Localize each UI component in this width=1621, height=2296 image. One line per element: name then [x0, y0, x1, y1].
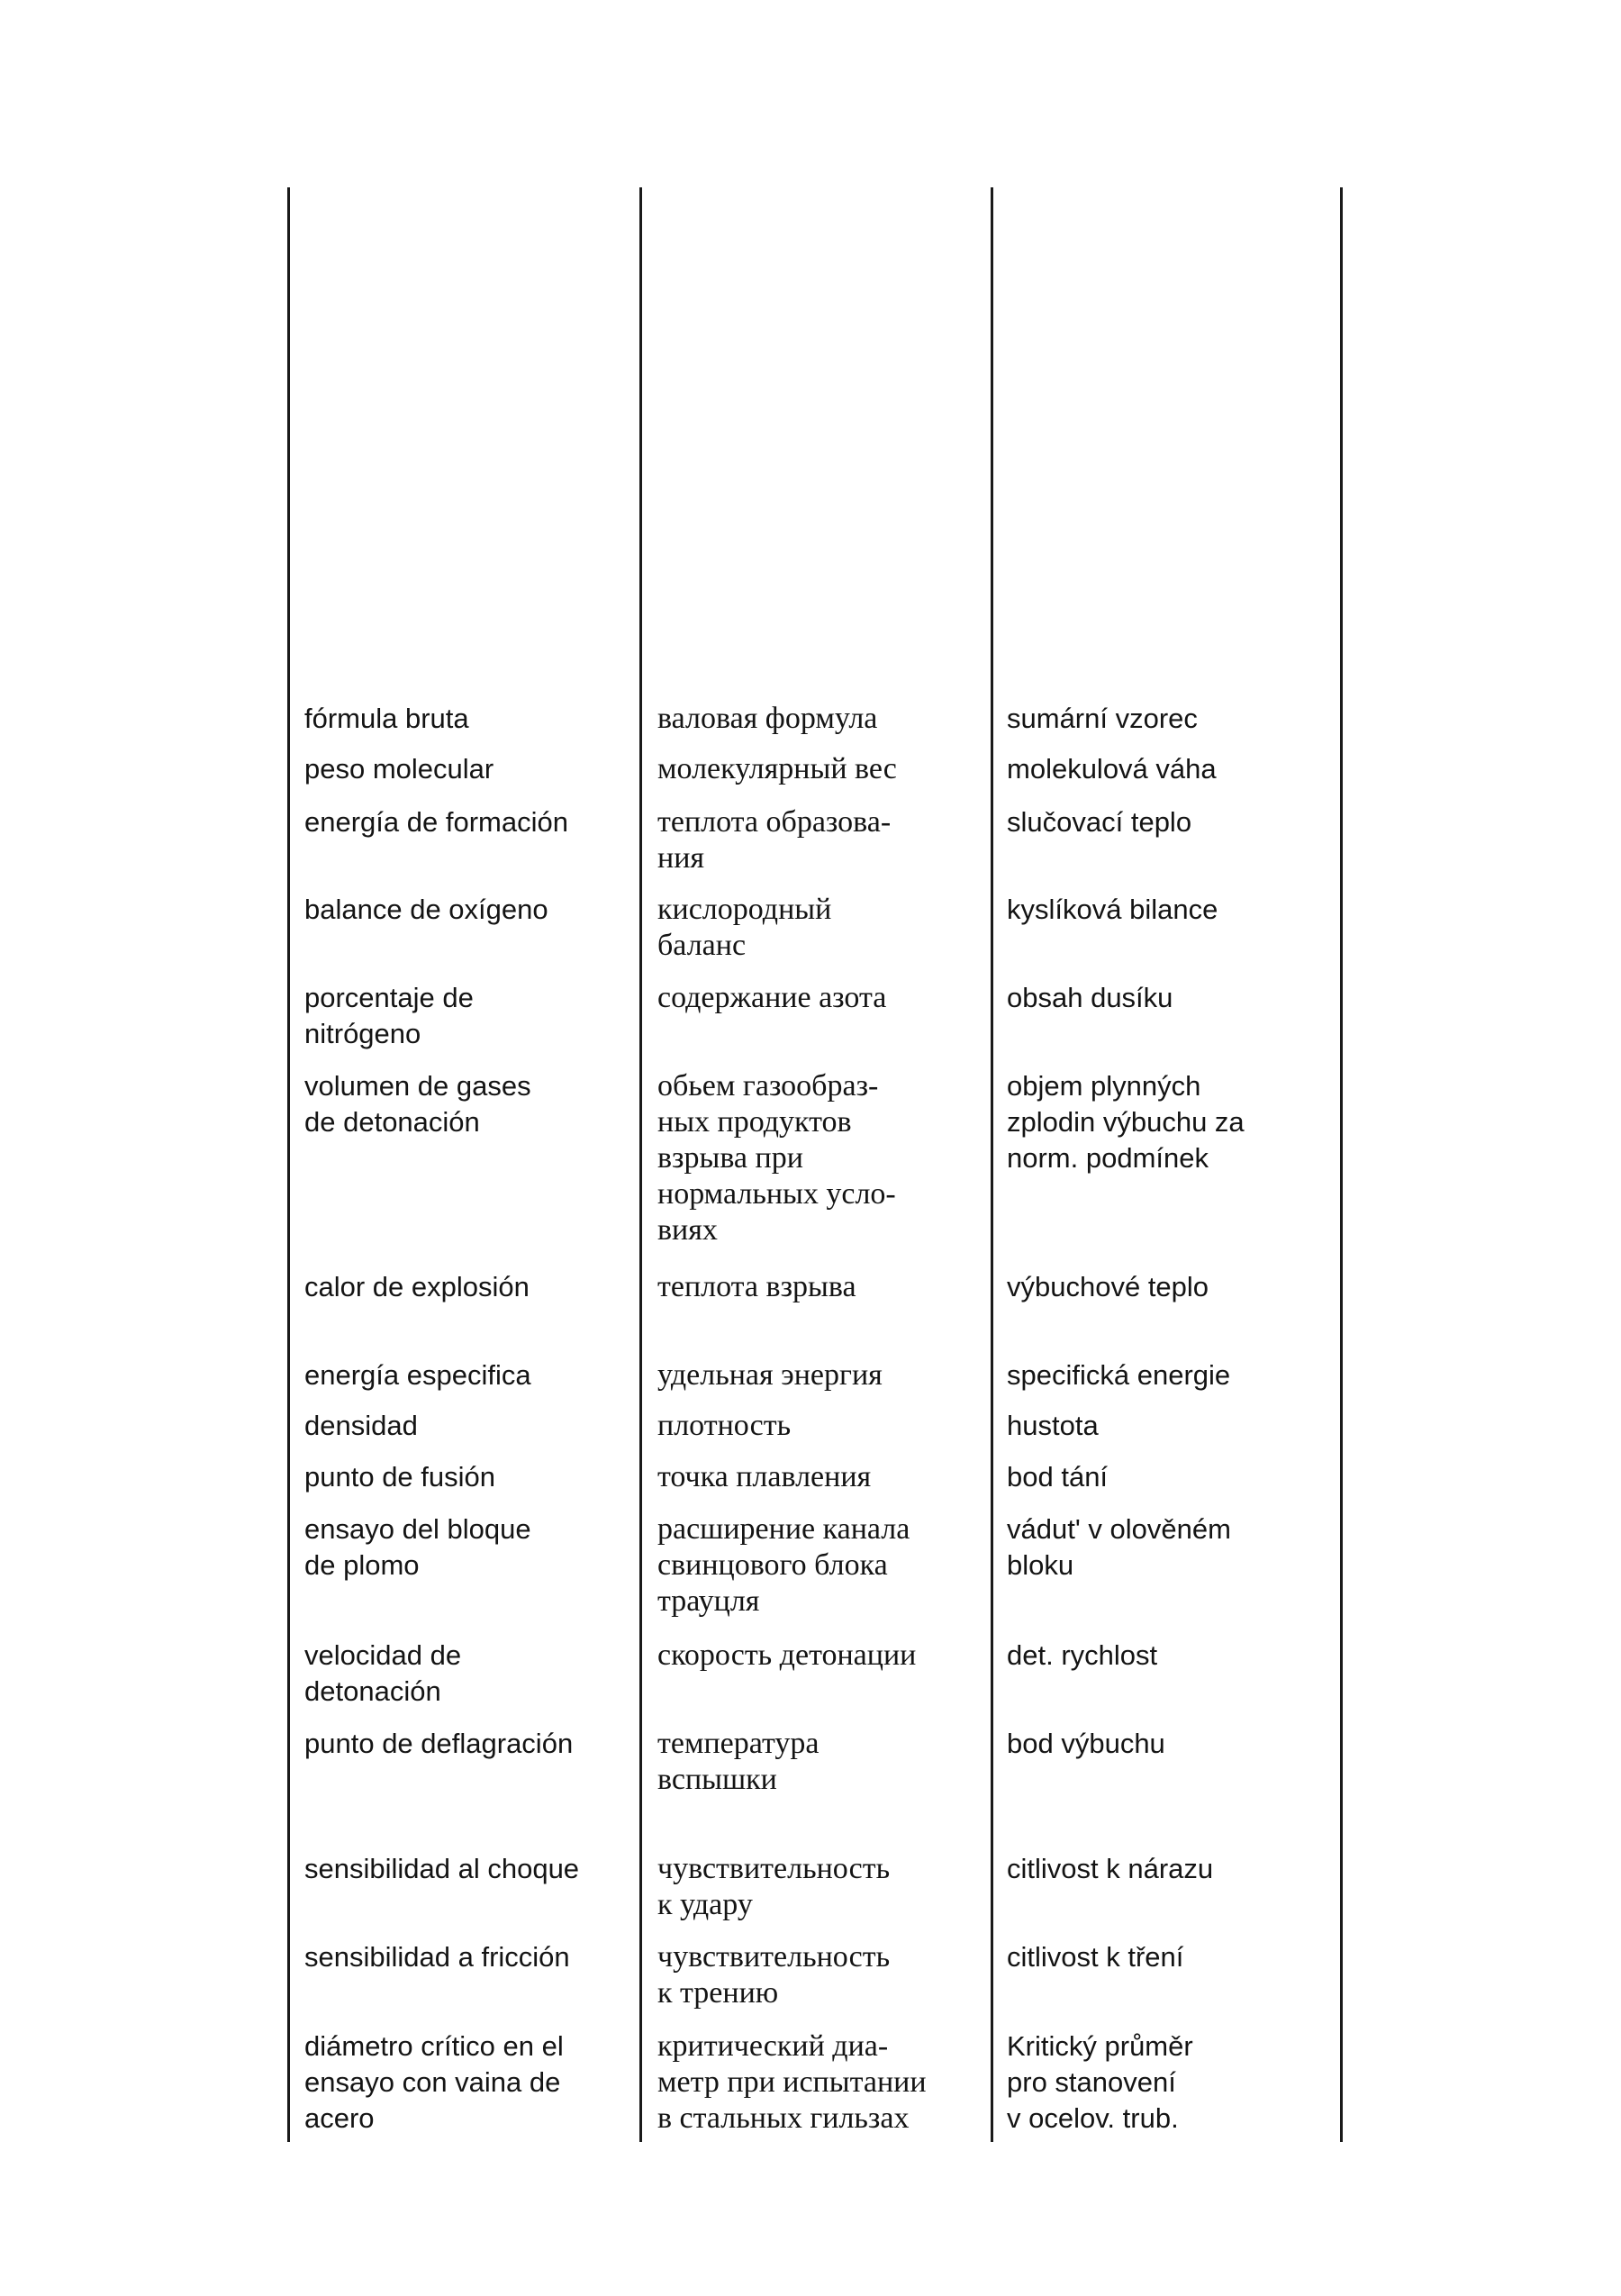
russian-term-line: вспышки: [657, 1763, 777, 1796]
russian-term-line: трауцля: [657, 1584, 760, 1618]
russian-term-12: [657, 1638, 1000, 1674]
spanish-term-line: sensibilidad a fricción: [304, 1941, 570, 1973]
czech-term-line: zplodin výbuchu za: [1007, 1106, 1245, 1138]
spanish-term-line: ensayo con vaina de: [304, 2066, 561, 2098]
russian-term-line: валовая формула: [657, 702, 878, 735]
spanish-term-line: volumen de gases: [304, 1070, 531, 1102]
russian-term-line: обьем газообраз-: [657, 1069, 879, 1103]
russian-term-13: [657, 1726, 1000, 1798]
spanish-term-2: [304, 751, 647, 787]
czech-term-6: [1007, 1068, 1349, 1176]
spanish-term-11: [304, 1511, 647, 1584]
spanish-term-8: [304, 1357, 647, 1393]
czech-term-line: v ocelov. trub.: [1007, 2102, 1179, 2134]
czech-term-line: bod tání: [1007, 1461, 1109, 1493]
czech-term-1: [1007, 701, 1349, 737]
russian-term-line: ния: [657, 841, 705, 875]
russian-term-7: [657, 1269, 1000, 1305]
czech-term-line: sumární vzorec: [1007, 703, 1198, 734]
czech-term-line: obsah dusíku: [1007, 982, 1173, 1013]
spanish-term-line: punto de deflagración: [304, 1728, 574, 1759]
russian-term-16: [657, 2028, 1000, 2137]
spanish-term-3: [304, 804, 647, 840]
czech-term-line: Kritický průměr: [1007, 2030, 1193, 2062]
spanish-term-14: [304, 1851, 647, 1887]
russian-term-line: в стальных гильзах: [657, 2101, 910, 2135]
spanish-term-line: calor de explosión: [304, 1271, 530, 1302]
czech-term-line: citlivost k nárazu: [1007, 1853, 1214, 1884]
spanish-term-line: diámetro crítico en el: [304, 2030, 564, 2062]
czech-term-line: hustota: [1007, 1410, 1099, 1441]
russian-term-line: содержание азота: [657, 981, 887, 1014]
russian-term-line: к трению: [657, 1976, 779, 2010]
russian-term-14: [657, 1851, 1000, 1923]
spanish-term-1: [304, 701, 647, 737]
russian-term-line: виях: [657, 1213, 718, 1247]
czech-term-line: kyslíková bilance: [1007, 894, 1218, 925]
spanish-term-line: energía especifica: [304, 1359, 531, 1391]
russian-term-3: [657, 804, 1000, 876]
russian-term-line: скорость детонации: [657, 1638, 917, 1672]
russian-term-line: расширение канала: [657, 1512, 910, 1546]
russian-term-5: [657, 980, 1000, 1016]
czech-term-4: [1007, 892, 1349, 928]
czech-term-2: [1007, 751, 1349, 787]
russian-term-line: ных продуктов: [657, 1105, 852, 1139]
czech-term-14: [1007, 1851, 1349, 1887]
russian-term-1: [657, 701, 1000, 737]
czech-term-5: [1007, 980, 1349, 1016]
spanish-term-line: de plomo: [304, 1549, 420, 1581]
spanish-term-line: fórmula bruta: [304, 703, 469, 734]
russian-term-2: [657, 751, 1000, 787]
russian-term-line: кислородный: [657, 893, 832, 926]
spanish-term-12: [304, 1638, 647, 1710]
russian-term-line: теплота образова-: [657, 805, 892, 839]
czech-term-line: norm. podmínek: [1007, 1142, 1209, 1174]
spanish-term-line: peso molecular: [304, 753, 494, 785]
spanish-term-line: ensayo del bloque: [304, 1513, 531, 1545]
russian-term-10: [657, 1459, 1000, 1495]
column-rule-left: [287, 187, 290, 2142]
russian-term-line: теплота взрыва: [657, 1270, 856, 1303]
czech-term-10: [1007, 1459, 1349, 1495]
russian-term-9: [657, 1408, 1000, 1444]
spanish-term-15: [304, 1939, 647, 1975]
czech-term-7: [1007, 1269, 1349, 1305]
czech-term-line: det. rychlost: [1007, 1639, 1158, 1671]
russian-term-11: [657, 1511, 1000, 1620]
russian-term-line: молекулярный вес: [657, 752, 897, 785]
czech-term-line: citlivost k tření: [1007, 1941, 1184, 1973]
spanish-term-line: energía de formación: [304, 806, 568, 838]
czech-term-15: [1007, 1939, 1349, 1975]
spanish-term-line: acero: [304, 2102, 375, 2134]
russian-term-line: чувствительность: [657, 1852, 891, 1885]
russian-term-line: критический диа-: [657, 2029, 889, 2063]
spanish-term-7: [304, 1269, 647, 1305]
column-rule-middle-left: [639, 187, 642, 2142]
russian-term-line: точка плавления: [657, 1460, 872, 1493]
spanish-term-line: sensibilidad al choque: [304, 1853, 580, 1884]
russian-term-line: к удару: [657, 1888, 753, 1921]
russian-term-4: [657, 892, 1000, 964]
russian-term-line: удельная энергия: [657, 1358, 883, 1392]
russian-term-line: нормальных усло-: [657, 1177, 896, 1211]
spanish-term-4: [304, 892, 647, 928]
czech-term-3: [1007, 804, 1349, 840]
russian-term-line: плотность: [657, 1409, 792, 1442]
russian-term-line: свинцового блока: [657, 1548, 888, 1582]
spanish-term-line: balance de oxígeno: [304, 894, 548, 925]
spanish-term-13: [304, 1726, 647, 1762]
czech-term-8: [1007, 1357, 1349, 1393]
czech-term-16: [1007, 2028, 1349, 2137]
czech-term-line: slučovací teplo: [1007, 806, 1192, 838]
spanish-term-line: detonación: [304, 1675, 441, 1707]
czech-term-line: specifická energie: [1007, 1359, 1231, 1391]
spanish-term-line: de detonación: [304, 1106, 480, 1138]
russian-term-8: [657, 1357, 1000, 1393]
czech-term-line: bloku: [1007, 1549, 1074, 1581]
czech-term-9: [1007, 1408, 1349, 1444]
czech-term-line: výbuchové teplo: [1007, 1271, 1209, 1302]
spanish-term-line: densidad: [304, 1410, 418, 1441]
spanish-term-9: [304, 1408, 647, 1444]
russian-term-line: метр при испытании: [657, 2065, 927, 2099]
russian-term-15: [657, 1939, 1000, 2011]
czech-term-11: [1007, 1511, 1349, 1584]
czech-term-13: [1007, 1726, 1349, 1762]
russian-term-line: баланс: [657, 929, 747, 962]
spanish-term-line: nitrógeno: [304, 1018, 421, 1049]
spanish-term-line: punto de fusión: [304, 1461, 496, 1493]
spanish-term-5: [304, 980, 647, 1052]
spanish-term-16: [304, 2028, 647, 2137]
czech-term-line: vádut' v olověném: [1007, 1513, 1231, 1545]
czech-term-line: molekulová váha: [1007, 753, 1217, 785]
czech-term-line: bod výbuchu: [1007, 1728, 1165, 1759]
czech-term-line: objem plynných: [1007, 1070, 1201, 1102]
russian-term-line: взрыва при: [657, 1141, 803, 1175]
russian-term-6: [657, 1068, 1000, 1248]
spanish-term-6: [304, 1068, 647, 1140]
czech-term-12: [1007, 1638, 1349, 1674]
russian-term-line: чувствительность: [657, 1940, 891, 1974]
czech-term-line: pro stanovení: [1007, 2066, 1176, 2098]
russian-term-line: температура: [657, 1727, 820, 1760]
spanish-term-line: porcentaje de: [304, 982, 474, 1013]
spanish-term-10: [304, 1459, 647, 1495]
spanish-term-line: velocidad de: [304, 1639, 462, 1671]
